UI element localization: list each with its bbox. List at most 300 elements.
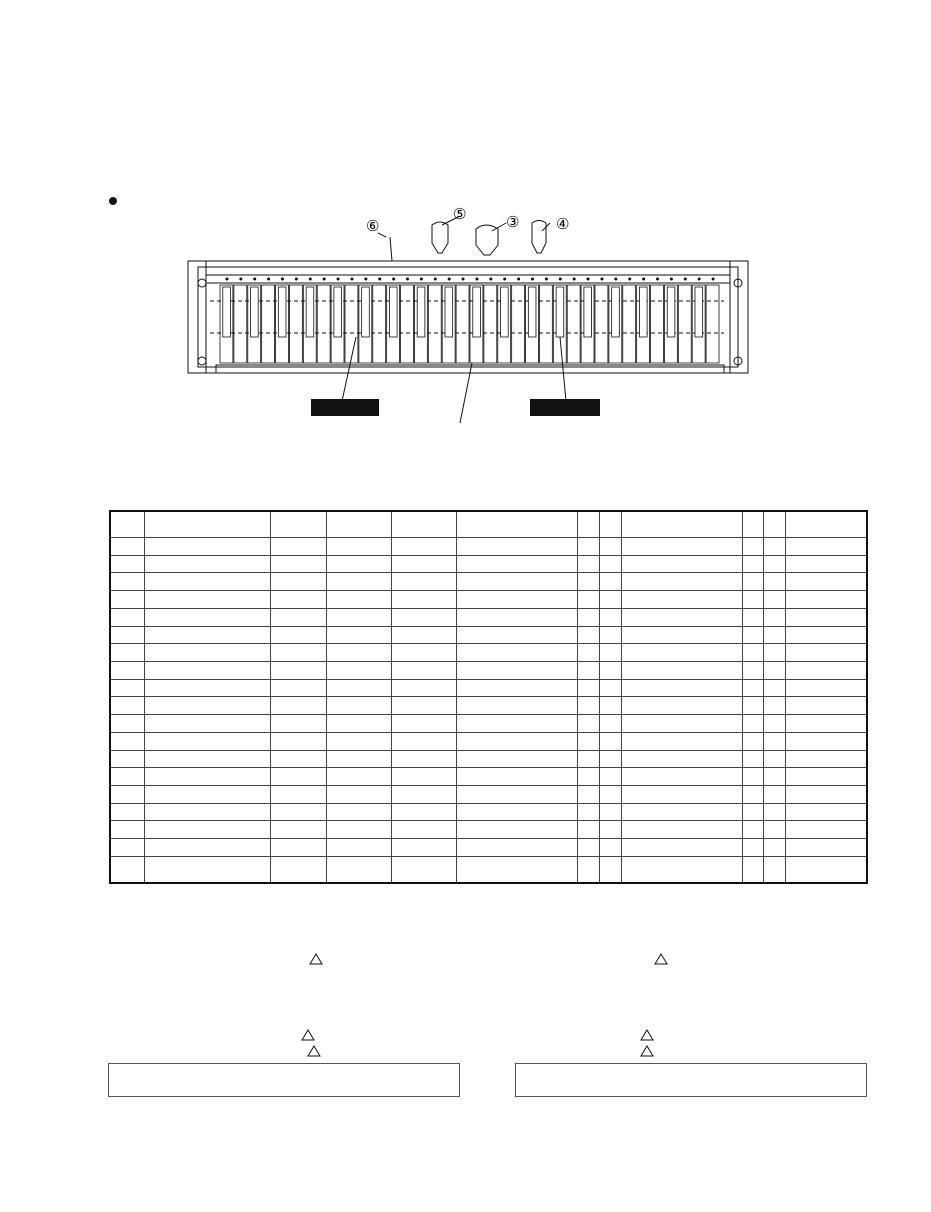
corner-screw [198, 279, 206, 287]
table-cell [577, 573, 599, 591]
table-cell [742, 661, 763, 679]
table-cell [391, 839, 456, 857]
screw [323, 278, 326, 281]
table-cell [577, 715, 599, 733]
table-row [110, 803, 867, 821]
table-cell [391, 573, 456, 591]
table-cell [577, 803, 599, 821]
table-cell [326, 750, 391, 768]
table-cell [742, 750, 763, 768]
table-row [110, 715, 867, 733]
key [234, 285, 247, 363]
table-cell [326, 803, 391, 821]
screw [642, 278, 645, 281]
table-cell [763, 697, 785, 715]
table-cell [391, 608, 456, 626]
table-cell [270, 839, 326, 857]
key-slot [306, 287, 314, 337]
table-cell [326, 839, 391, 857]
table-cell [599, 573, 621, 591]
note-box-right [515, 1063, 867, 1097]
table-cell [270, 803, 326, 821]
table-cell [599, 555, 621, 573]
table-cell [763, 591, 785, 609]
table-cell [456, 839, 577, 857]
table-cell [270, 785, 326, 803]
table-cell [110, 555, 144, 573]
keyboard-assembly-diagram [180, 205, 760, 435]
parts-table [109, 510, 868, 884]
screw [364, 278, 367, 281]
table-cell [391, 856, 456, 883]
screw [309, 278, 312, 281]
table-cell [785, 511, 867, 538]
table-cell [326, 573, 391, 591]
table-cell [785, 573, 867, 591]
table-cell [391, 821, 456, 839]
table-cell [270, 626, 326, 644]
table-row [110, 644, 867, 662]
table-cell [326, 661, 391, 679]
table-cell [785, 715, 867, 733]
left-end-block [188, 261, 206, 373]
table-cell [599, 803, 621, 821]
table-cell [742, 803, 763, 821]
table-cell [270, 661, 326, 679]
screw [281, 278, 284, 281]
table-cell [391, 626, 456, 644]
table-cell [785, 591, 867, 609]
table-cell [621, 697, 742, 715]
table-cell [456, 591, 577, 609]
key-slot [501, 287, 509, 337]
table-cell [270, 732, 326, 750]
table-cell [763, 856, 785, 883]
table-cell [391, 661, 456, 679]
table-cell [391, 679, 456, 697]
table-cell [270, 608, 326, 626]
table-cell [110, 697, 144, 715]
key-slot [251, 287, 259, 337]
table-cell [763, 732, 785, 750]
key [678, 285, 691, 363]
table-cell [577, 785, 599, 803]
table-cell [599, 768, 621, 786]
screw [462, 278, 465, 281]
frame-outline [188, 261, 748, 373]
table-cell [391, 750, 456, 768]
table-cell [621, 803, 742, 821]
key-slot [473, 287, 481, 337]
table-cell [742, 856, 763, 883]
table-cell [742, 608, 763, 626]
table-cell [577, 697, 599, 715]
screw [420, 278, 423, 281]
table-cell [621, 608, 742, 626]
table-cell [326, 608, 391, 626]
table-cell [110, 538, 144, 556]
table-cell [110, 785, 144, 803]
table-cell [326, 785, 391, 803]
screw [295, 278, 298, 281]
screw [656, 278, 659, 281]
table-row [110, 591, 867, 609]
table-row [110, 821, 867, 839]
table-cell [742, 679, 763, 697]
table-cell [270, 856, 326, 883]
table-cell [763, 511, 785, 538]
screw [712, 278, 715, 281]
table-cell [621, 626, 742, 644]
table-cell [621, 750, 742, 768]
table-cell [577, 511, 599, 538]
table-cell [599, 732, 621, 750]
table-cell [742, 591, 763, 609]
triangle-marker-2 [654, 953, 668, 965]
table-cell [742, 626, 763, 644]
key-slot [389, 287, 397, 337]
screw [531, 278, 534, 281]
table-row [110, 555, 867, 573]
table-cell [763, 785, 785, 803]
screw [350, 278, 353, 281]
table-cell [577, 821, 599, 839]
screw [587, 278, 590, 281]
table-cell [621, 839, 742, 857]
table-cell [577, 856, 599, 883]
table-cell [110, 679, 144, 697]
table-cell [326, 856, 391, 883]
table-cell [326, 538, 391, 556]
table-row [110, 732, 867, 750]
pointer-6 [390, 237, 392, 261]
key [623, 285, 636, 363]
table-cell [326, 679, 391, 697]
table-cell [577, 750, 599, 768]
table-cell [621, 821, 742, 839]
table-cell [456, 608, 577, 626]
table-cell [144, 555, 270, 573]
table-cell [456, 573, 577, 591]
table-cell [577, 839, 599, 857]
table-cell [144, 785, 270, 803]
table-cell [599, 856, 621, 883]
triangle-marker-4 [307, 1045, 321, 1057]
key-slot [223, 287, 231, 337]
key [706, 285, 719, 363]
table-cell [599, 511, 621, 538]
table-cell [763, 555, 785, 573]
table-cell [456, 697, 577, 715]
table-cell [785, 538, 867, 556]
table-cell [621, 591, 742, 609]
table-cell [144, 679, 270, 697]
table-cell [144, 839, 270, 857]
key-slot [695, 287, 703, 337]
callout-4: ④ [556, 215, 570, 233]
key-slot [362, 287, 370, 337]
key-slot [639, 287, 647, 337]
key [595, 285, 608, 363]
table-cell [621, 768, 742, 786]
triangle-marker-1 [309, 953, 323, 965]
table-cell [144, 732, 270, 750]
table-cell [144, 591, 270, 609]
screw [378, 278, 381, 281]
table-cell [391, 644, 456, 662]
table-cell [110, 768, 144, 786]
key-slot [584, 287, 592, 337]
table-cell [742, 715, 763, 733]
table-cell [599, 715, 621, 733]
callout-6: ⑥ [366, 217, 380, 235]
table-cell [742, 538, 763, 556]
key-slot [334, 287, 342, 337]
table-cell [577, 555, 599, 573]
table-cell [270, 715, 326, 733]
table-cell [577, 591, 599, 609]
screw [406, 278, 409, 281]
table-cell [785, 679, 867, 697]
table-cell [785, 785, 867, 803]
table-cell [785, 839, 867, 857]
table-cell [742, 555, 763, 573]
table-cell [456, 555, 577, 573]
table-cell [144, 626, 270, 644]
screw [225, 278, 228, 281]
table-cell [763, 679, 785, 697]
note-box-left [108, 1063, 460, 1097]
table-row [110, 608, 867, 626]
table-row [110, 538, 867, 556]
screw [337, 278, 340, 281]
table-cell [270, 555, 326, 573]
table-cell [621, 511, 742, 538]
key [539, 285, 552, 363]
table-cell [326, 821, 391, 839]
table-cell [599, 750, 621, 768]
screw [614, 278, 617, 281]
table-cell [785, 856, 867, 883]
key-slot [417, 287, 425, 337]
table-row [110, 768, 867, 786]
table-cell [599, 591, 621, 609]
table-cell [110, 839, 144, 857]
table-row [110, 750, 867, 768]
table-cell [456, 715, 577, 733]
table-cell [621, 715, 742, 733]
table-row [110, 856, 867, 883]
callout-3: ③ [506, 213, 520, 231]
key-slot [667, 287, 675, 337]
screw [239, 278, 242, 281]
key [456, 285, 469, 363]
table-cell [110, 821, 144, 839]
corner-screw [198, 357, 206, 365]
table-cell [577, 661, 599, 679]
key-slot [445, 287, 453, 337]
table-cell [785, 750, 867, 768]
table-cell [110, 644, 144, 662]
table-cell [456, 856, 577, 883]
screw [670, 278, 673, 281]
table-cell [326, 768, 391, 786]
table-cell [456, 538, 577, 556]
table-cell [599, 839, 621, 857]
table-cell [621, 555, 742, 573]
table-cell [144, 573, 270, 591]
triangle-marker-6 [640, 1045, 654, 1057]
table-cell [621, 573, 742, 591]
table-cell [270, 573, 326, 591]
table-cell [110, 750, 144, 768]
table-cell [270, 821, 326, 839]
table-cell [785, 803, 867, 821]
screw [600, 278, 603, 281]
key [373, 285, 386, 363]
table-cell [785, 608, 867, 626]
table-cell [391, 697, 456, 715]
screw [628, 278, 631, 281]
table-cell [391, 803, 456, 821]
table-cell [763, 661, 785, 679]
table-cell [270, 644, 326, 662]
table-cell [742, 697, 763, 715]
table-cell [144, 608, 270, 626]
key-slot [528, 287, 536, 337]
table-cell [110, 591, 144, 609]
table-cell [785, 821, 867, 839]
table-cell [742, 511, 763, 538]
table-cell [742, 644, 763, 662]
table-cell [599, 626, 621, 644]
table-cell [270, 768, 326, 786]
table-cell [144, 644, 270, 662]
table-cell [785, 768, 867, 786]
table-cell [621, 538, 742, 556]
bullet-point [109, 197, 117, 205]
triangle-marker-5 [640, 1029, 654, 1041]
table-cell [456, 511, 577, 538]
table-cell [742, 768, 763, 786]
table-cell [391, 715, 456, 733]
table-cell [763, 644, 785, 662]
key [401, 285, 414, 363]
table-cell [785, 644, 867, 662]
key [484, 285, 497, 363]
table-cell [391, 785, 456, 803]
table-cell [144, 538, 270, 556]
table-cell [270, 679, 326, 697]
key [428, 285, 441, 363]
table-cell [110, 661, 144, 679]
table-cell [577, 768, 599, 786]
table-cell [110, 626, 144, 644]
table-header-row [110, 511, 867, 538]
table-cell [456, 732, 577, 750]
key [651, 285, 664, 363]
table-cell [742, 573, 763, 591]
screw [545, 278, 548, 281]
table-cell [456, 644, 577, 662]
table-cell [110, 856, 144, 883]
table-cell [326, 697, 391, 715]
table-cell [763, 538, 785, 556]
table-row [110, 785, 867, 803]
screw [253, 278, 256, 281]
table-cell [785, 661, 867, 679]
callout-5: ⑤ [453, 205, 467, 223]
table-cell [599, 785, 621, 803]
table-cell [599, 821, 621, 839]
table-cell [621, 679, 742, 697]
table-cell [742, 839, 763, 857]
table-cell [456, 626, 577, 644]
table-cell [577, 679, 599, 697]
table-cell [270, 697, 326, 715]
table-cell [391, 511, 456, 538]
table-cell [742, 732, 763, 750]
screw [475, 278, 478, 281]
table-cell [599, 608, 621, 626]
table-cell [110, 511, 144, 538]
table-cell [763, 803, 785, 821]
table-cell [456, 821, 577, 839]
table-cell [763, 768, 785, 786]
table-cell [144, 511, 270, 538]
table-cell [742, 821, 763, 839]
table-cell [577, 538, 599, 556]
table-cell [456, 750, 577, 768]
table-cell [110, 732, 144, 750]
table-cell [391, 555, 456, 573]
table-cell [599, 538, 621, 556]
table-row [110, 626, 867, 644]
screw [392, 278, 395, 281]
table-cell [763, 715, 785, 733]
table-row [110, 697, 867, 715]
table-cell [144, 661, 270, 679]
table-cell [577, 732, 599, 750]
table-cell [326, 511, 391, 538]
table-cell [456, 679, 577, 697]
label-box-right [530, 399, 600, 416]
table-cell [391, 591, 456, 609]
table-cell [326, 715, 391, 733]
screw [489, 278, 492, 281]
triangle-marker-3 [301, 1029, 315, 1041]
table-cell [270, 511, 326, 538]
table-cell [456, 803, 577, 821]
table-cell [326, 732, 391, 750]
key [567, 285, 580, 363]
key [512, 285, 525, 363]
table-cell [599, 697, 621, 715]
table-row [110, 839, 867, 857]
table-cell [144, 768, 270, 786]
screw [684, 278, 687, 281]
table-cell [144, 821, 270, 839]
table-cell [763, 839, 785, 857]
table-cell [599, 679, 621, 697]
table-cell [144, 715, 270, 733]
screw [448, 278, 451, 281]
key-slot [278, 287, 286, 337]
tool-5 [432, 222, 448, 253]
table-cell [456, 661, 577, 679]
table-cell [391, 768, 456, 786]
table-cell [763, 626, 785, 644]
